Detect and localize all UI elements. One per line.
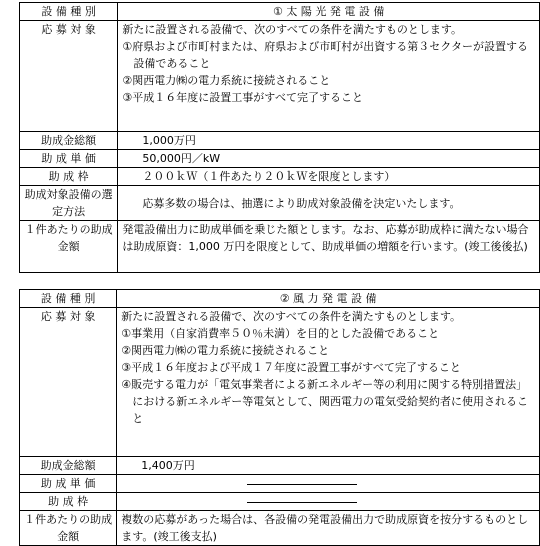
eligible-label: 応 募 対 象	[20, 21, 118, 132]
equipment-type-label: 設 備 種 別	[20, 290, 117, 308]
not-applicable-dash	[247, 484, 357, 485]
per-case-amount-value: 発電設備出力に助成単価を乗じた額とします。なお、応募が助成枠に満たない場合は助成原資：1,000 万円を限度として、助成単価の増額を行います。(竣工後後払)	[118, 221, 540, 273]
condition-intro: 新たに設置される設備で、次のすべての条件を満たすものとします。	[121, 310, 461, 323]
condition-2: ②関西電力㈱の電力系統に接続されること	[122, 74, 331, 87]
equipment-type-label: 設 備 種 別	[20, 3, 118, 21]
grant-cap-label: 助 成 枠	[20, 168, 118, 186]
condition-1: ①事業用（自家消費率５０％未満）を目的とした設備であること	[121, 327, 440, 340]
unit-price-label: 助 成 単 価	[20, 475, 117, 493]
grant-cap-value: ２００ｋＷ（１件あたり２０ｋＷを限度とします）	[118, 168, 540, 186]
condition-3: ③平成１６年度に設置工事がすべて完了すること	[122, 91, 363, 104]
not-applicable-dash	[247, 502, 357, 503]
condition-intro: 新たに設置される設備で、次のすべての条件を満たすものとします。	[122, 23, 463, 36]
per-case-amount-value: 複数の応募があった場合は、各設備の発電設備出力で助成原資を按分するものとします。(竣工後支払)	[117, 511, 540, 546]
wind-table	[19, 289, 540, 546]
equipment-type-value: ① 太 陽 光 発 電 設 備	[118, 3, 540, 21]
unit-price-value	[117, 475, 540, 493]
per-case-amount-label: １件あたりの助成金額	[20, 511, 117, 546]
condition-4: ④販売する電力が「電気事業者による新エネルギー等の利用に関する特別措置法」における新エネルギー等電気として、関西電力の電気受給契約者に使用されること	[121, 378, 529, 425]
eligible-label: 応 募 対 象	[20, 308, 117, 457]
total-grant-label: 助成金総額	[20, 457, 117, 475]
total-grant-value: 1,000万円	[118, 132, 540, 150]
condition-2: ②関西電力㈱の電力系統に接続されること	[121, 344, 330, 357]
selection-method-value: 応募多数の場合は、抽選により助成対象設備を決定いたします。	[118, 186, 540, 221]
grant-cap-value	[117, 493, 540, 511]
unit-price-value: 50,000円／kW	[118, 150, 540, 168]
equipment-type-value: ② 風 力 発 電 設 備	[117, 290, 540, 308]
total-grant-value: 1,400万円	[117, 457, 540, 475]
grant-cap-label: 助 成 枠	[20, 493, 117, 511]
eligible-conditions	[118, 21, 540, 132]
selection-method-label: 助成対象設備の選定方法	[20, 186, 118, 221]
per-case-amount-label: １件あたりの助成金額	[20, 221, 118, 273]
total-grant-label: 助成金総額	[20, 132, 118, 150]
condition-3: ③平成１６年度および平成１７年度に設置工事がすべて完了すること	[121, 361, 461, 374]
solar-table	[19, 2, 540, 273]
unit-price-label: 助 成 単 価	[20, 150, 118, 168]
eligible-conditions	[117, 308, 540, 457]
condition-1: ①府県および市町村または、府県および市町村が出資する第３セクターが設置する設備であること	[122, 40, 528, 70]
